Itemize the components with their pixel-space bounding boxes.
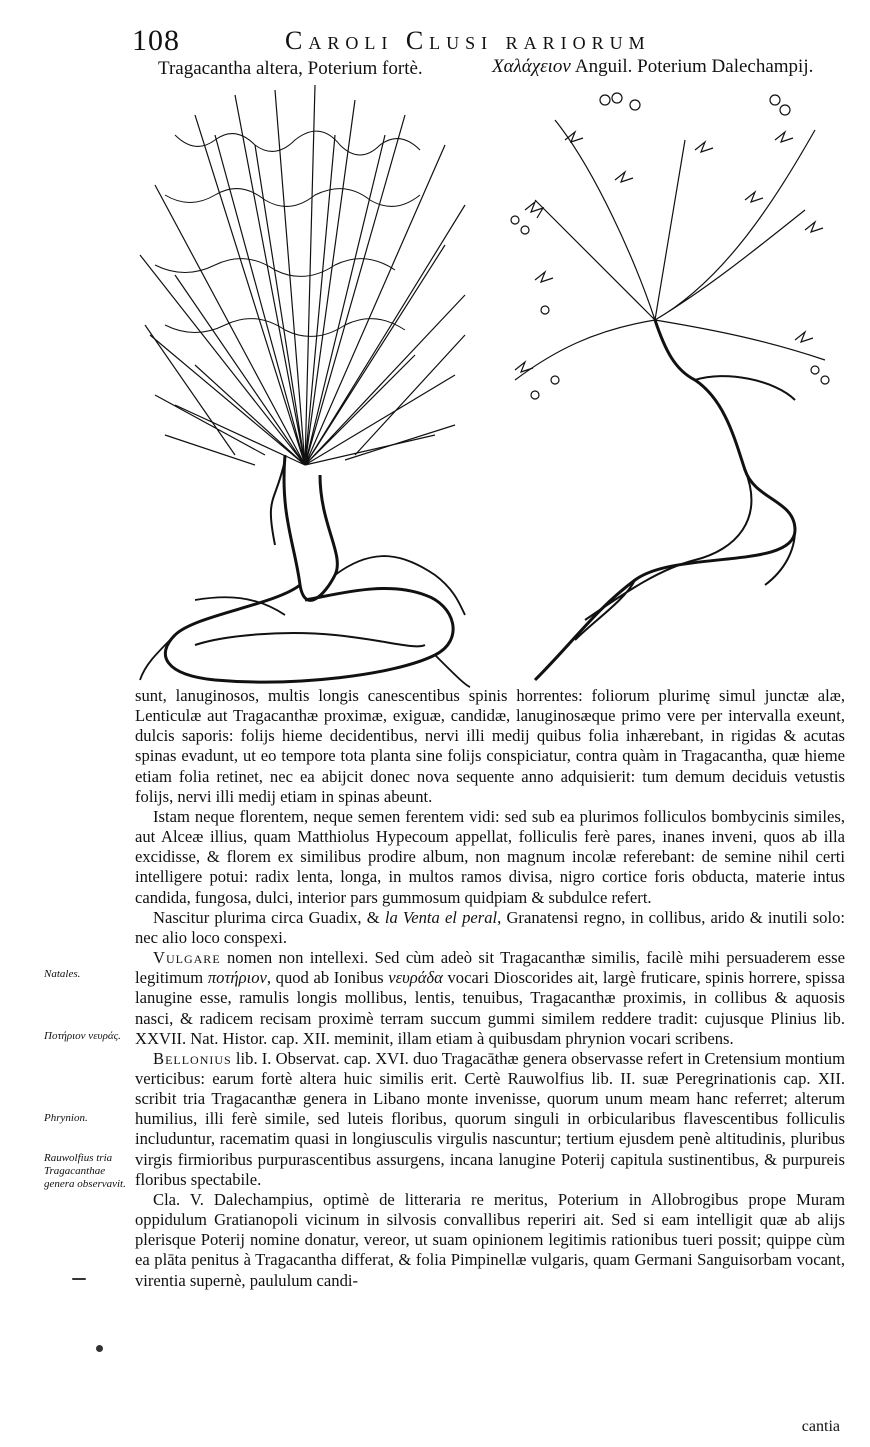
p3-text-b: , Granatensi regno, in collibus, arido & inutili solo: nec alio loco conspexi.: [135, 907, 845, 947]
right-caption-greek: Χαλάχειον: [492, 56, 571, 77]
page-number: 108: [132, 24, 180, 57]
margin-note-rauwolfius: Rauwolfius tria Tragacanthae genera observavit.: [44, 1152, 126, 1190]
p4-greek-2: νευράδα: [388, 968, 443, 988]
catchword: cantia: [801, 1418, 840, 1435]
margin-note-phrynion: Phrynion.: [44, 1112, 88, 1124]
p4-greek-1: ποτήριον: [207, 968, 267, 988]
poterium-woodcut: [495, 80, 840, 685]
left-figure-caption: Tragacantha altera, Poterium fortè.: [158, 58, 423, 79]
ink-spot: [96, 1345, 103, 1352]
p4-text-a: nomen non intellexi. Sed cùm adeò sit Tragacanthæ similis, facilè mihi persuaderem esse legitimum: [135, 948, 845, 988]
margin-note-natales: Natales.: [44, 968, 81, 980]
tragacantha-woodcut: [135, 75, 475, 690]
paragraph-2: Istam neque florentem, neque semen ferentem vidi: sed sub ea plurimos folliculos bombycinis similes, aut Alceæ illius, quam Matthiolus Hypecoum appellat, folliculis ferè pares, inanes inveni, quos ab illa excidisse, & florem ex similibus prodire album, non magnum incolæ referebant: de semine nihil certi intelligere potui: radix lenta, longa, in multos ramos divisa, nigro cortice foris obducta, materie intus candida, fungosa, dulci, interior pars gummosum quidpiam & subdulce refert.: [135, 806, 845, 907]
p3-text-a: Nascitur plurima circa Guadix, &: [153, 907, 380, 927]
margin-note-poterion: Ποτήριον νευράς.: [44, 1030, 121, 1042]
p5-smallcaps: Bellonius: [153, 1048, 232, 1068]
right-caption-text: Anguil. Poterium Dalechampij.: [574, 56, 814, 77]
paragraph-3: [135, 908, 845, 948]
body-text: [135, 686, 845, 1291]
paragraph-6: Cla. V. Dalechampius, optimè de litteraria re meritus, Poterium in Allobrogibus prope Muram oppidulum Gratianopoli vicinum in silvosis convallibus reperiri ait. Sed si eam intelligit quæ ab alijs plerisque Poterij nomine donatur, vereor, ut suam opinionem legitimis rationibus tueri possit; quippe cùm ea plāta penitus à Tragacantha differat, & folia Pimpinellæ vulgaris, quam Germani Sanguisorbam vocant, virentia supernè, paululum candi-: [135, 1189, 845, 1290]
paragraph-5: [135, 1049, 845, 1190]
p4-smallcaps: Vulgare: [153, 948, 221, 968]
ink-mark: [72, 1278, 86, 1280]
p3-italic: la Venta el peral: [384, 907, 498, 927]
p4-text-b: , quod ab Ionibus: [266, 968, 384, 988]
running-head: Caroli Clusi rariorum: [285, 26, 651, 55]
p4-text-c: vocari Dioscorides ait, largè fruticare, spinis horrere, spissa lanugine esse, ramulis longis mollibus, lentis, tenuibus, Tragacanthæ proximis, in collibus & aquosis nasci, & radicem recisam proximè terram succum gummi similem reddere tradit: cujusque Plinius lib. XXVII. Nat. Histor. cap. XII. meminit, illam etiam à quibusdam phrynion vocari scribens.: [135, 968, 845, 1048]
paragraph-4: [135, 948, 845, 1049]
right-figure-caption: [492, 56, 813, 78]
p5-text-a: lib. I. Observat. cap. XVI. duo Tragacāthæ genera observasse refert in Cretensium montium verticibus: earum fortè altera huic similis erit. Certè Rauwolfius lib. II. suæ Peregrinationis cap. XII. scribit tria Tragacanthæ genera in Libano monte invenisse, quorum unum meam hanc referret; alterum humilius, illi ferè simile, sed luteis floribus, quorum singuli in orbicularibus flavescentibus folliculis includuntur, racematim quasi in longiusculis virgulis nascuntur; tertium ejusdem penè altitudinis, pluribus virgis firmioribus purpurascentibus assurgens, incana lanugine Poterij capitula sustinentibus, & purpureis floribus spectabile.: [135, 1048, 845, 1189]
paragraph-1: sunt, lanuginosos, multis longis canescentibus spinis horrentes: foliorum plurimę simul junctæ alæ, Lenticulæ aut Tragacanthæ proximæ, exiguæ, candidæ, lanuginosæque primo vere per intervalla exeunt, dulcis saporis: folijs hieme decidentibus, nervi illi medij quibus folia inhærebant, in rigidas & acutas spinas evadunt, ut eo tempore tota planta sine folijs conspiciatur, contra quàm in Tragacantha, quæ hieme etiam folia retinet, nec ea abijcit donec nova sequente anno adquisierit: tum demum deciduis vetustis folijs, nervi illi medij etiam in spinas abeunt.: [135, 686, 845, 806]
